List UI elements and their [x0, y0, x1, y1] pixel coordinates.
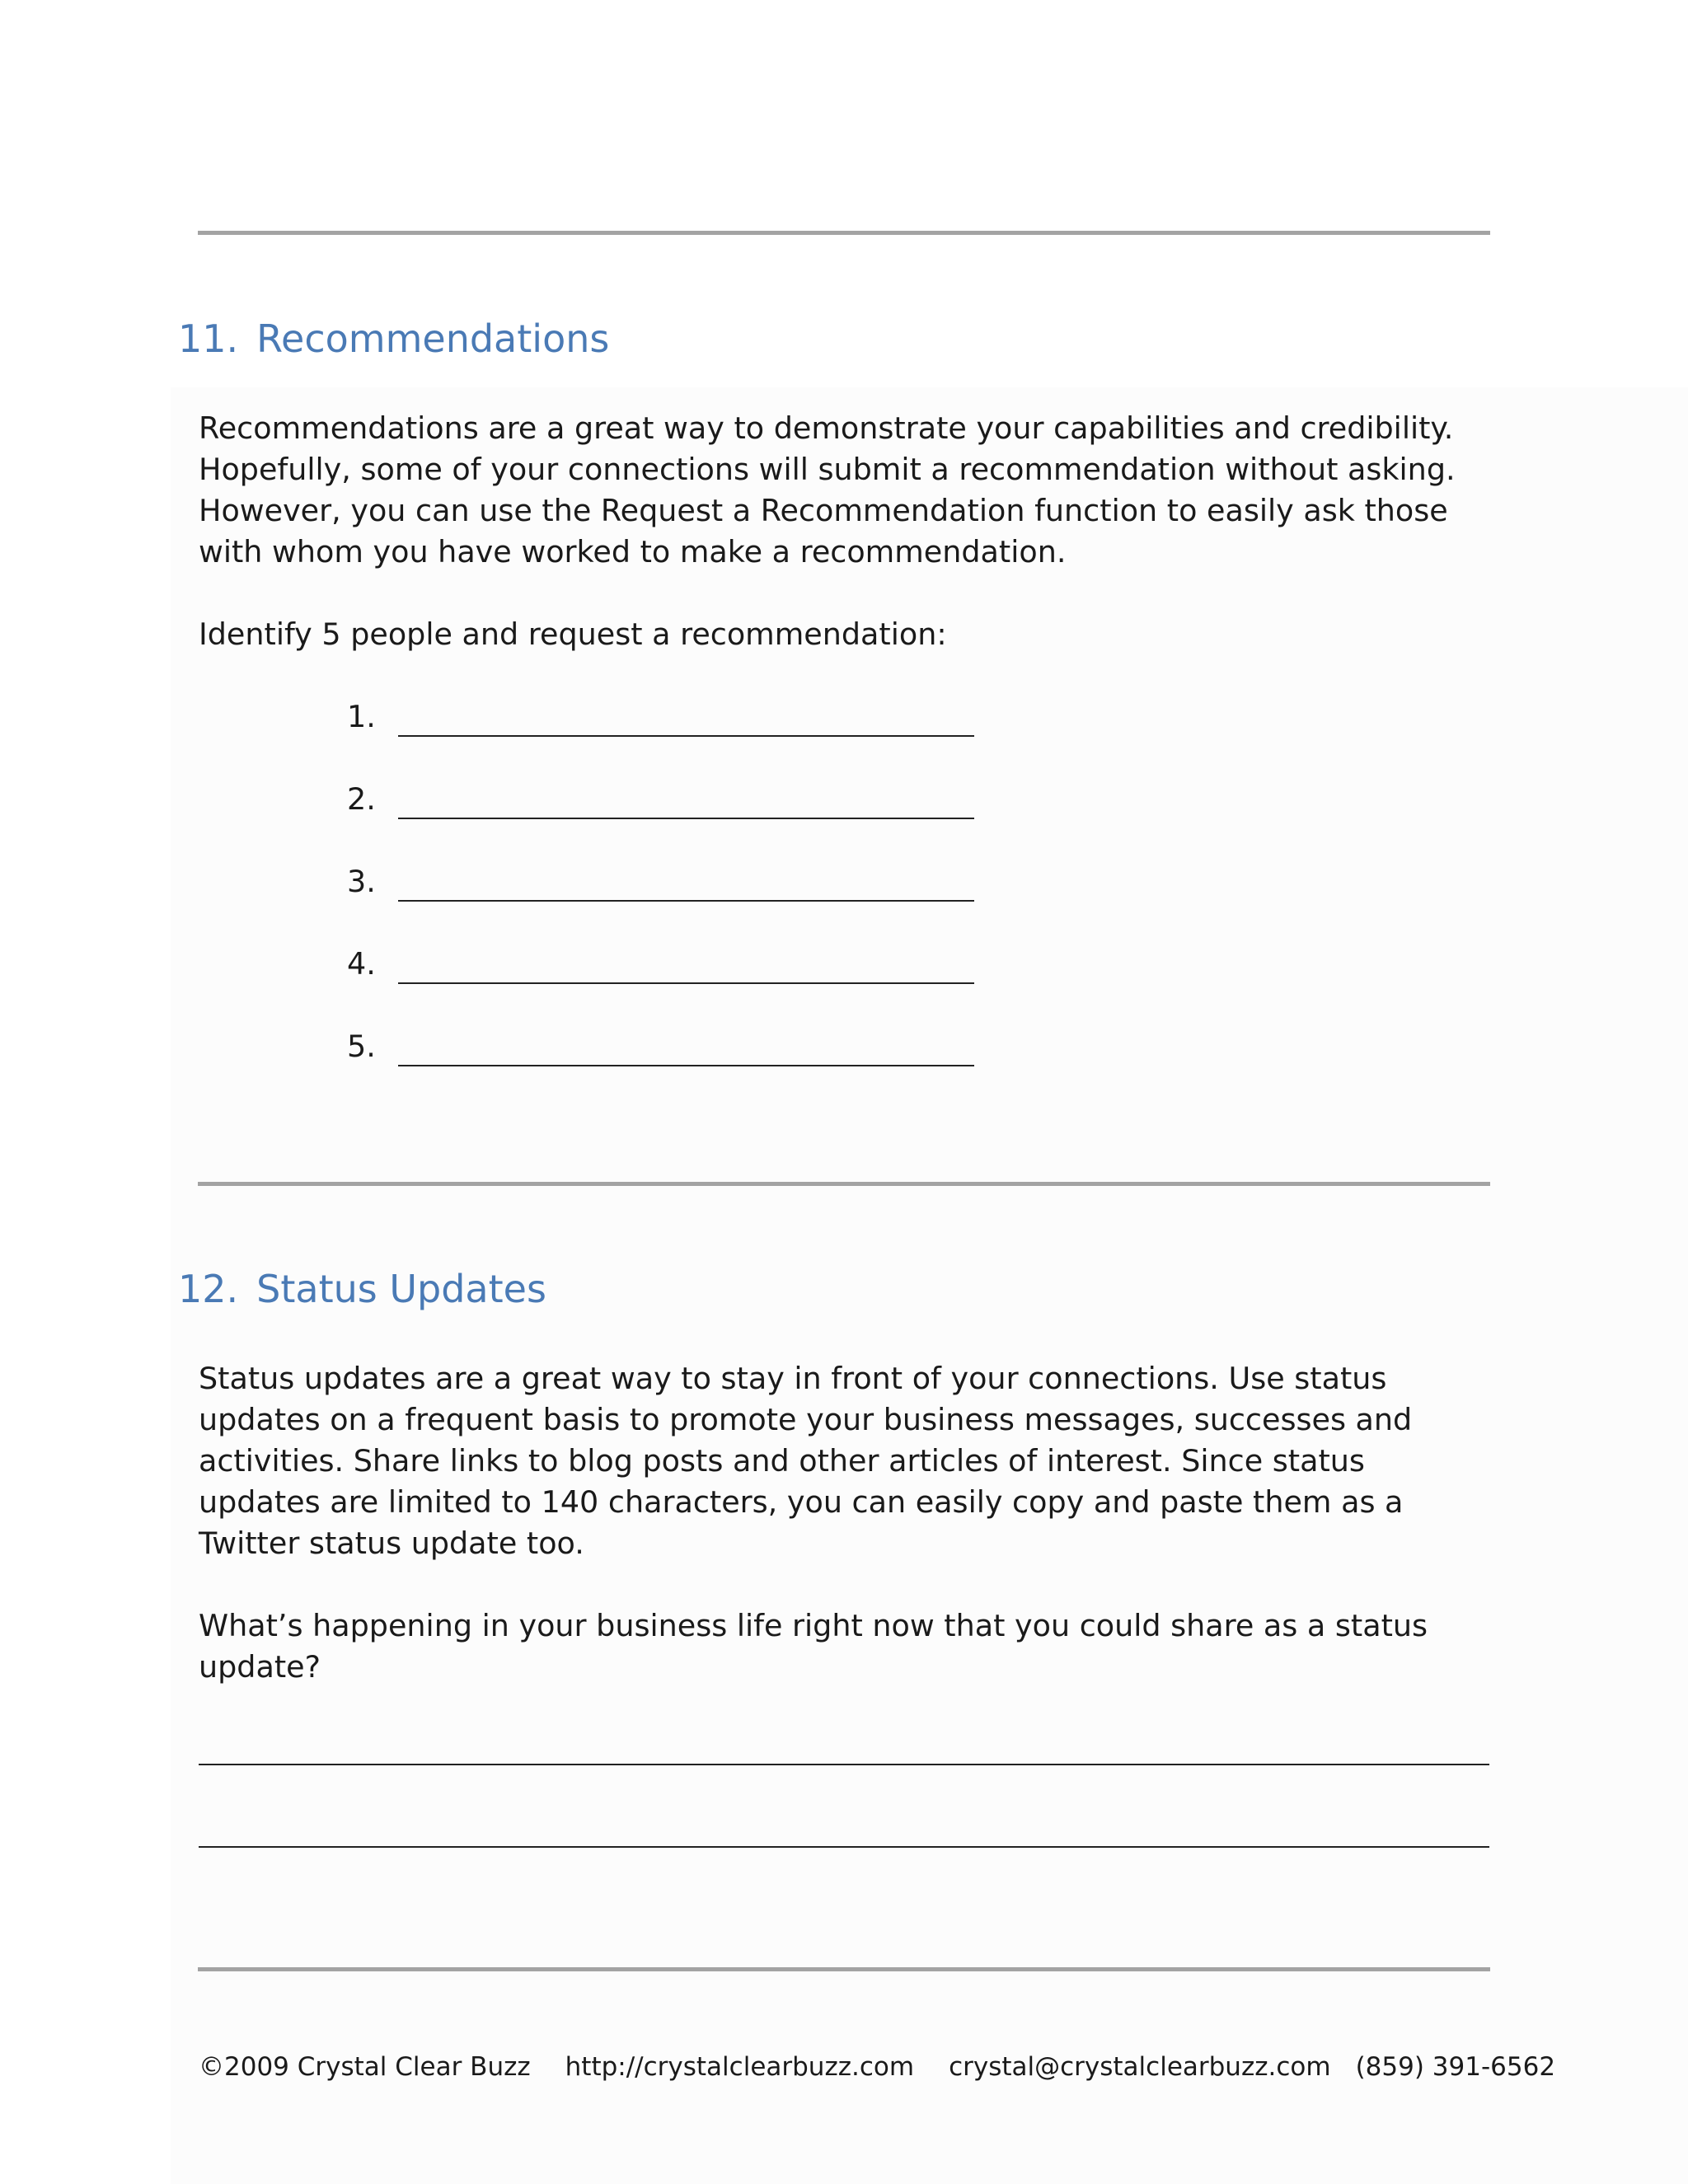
section-12-line-3: activities. Share links to blog posts and other articles of interest. Since status [199, 1443, 1365, 1479]
blank-line[interactable] [398, 982, 974, 984]
section-12-question-line-2: update? [199, 1649, 321, 1685]
blank-line[interactable] [398, 900, 974, 902]
recommendation-entry-2[interactable] [347, 779, 973, 828]
footer-phone: (859) 391-6562 [1355, 2052, 1556, 2082]
divider-top [198, 231, 1490, 235]
entry-number: 4. [347, 946, 376, 982]
section-11-prompt: Identify 5 people and request a recommendation: [199, 616, 947, 652]
section-11-line-2: Hopefully, some of your connections will submit a recommendation without asking. [199, 452, 1456, 487]
section-12-line-2: updates on a frequent basis to promote your business messages, successes and [199, 1402, 1413, 1437]
answer-line-2[interactable] [199, 1846, 1489, 1848]
entry-number: 1. [347, 699, 376, 734]
blank-line[interactable] [398, 1065, 974, 1066]
section-12-heading [178, 1266, 546, 1312]
recommendation-entry-1[interactable] [347, 696, 973, 746]
recommendation-entry-4[interactable] [347, 944, 973, 993]
section-12-title: Status Updates [256, 1267, 546, 1311]
section-11-line-3: However, you can use the Request a Recommendation function to easily ask those [199, 493, 1448, 528]
section-12-number: 12. [178, 1267, 239, 1311]
section-11-line-4: with whom you have worked to make a recommendation. [199, 534, 1067, 569]
divider-middle [198, 1182, 1490, 1186]
recommendation-entry-5[interactable] [347, 1026, 973, 1076]
section-12-line-5: Twitter status update too. [199, 1526, 584, 1561]
section-11-number: 11. [178, 316, 239, 361]
section-11-paragraph [199, 408, 1456, 573]
section-12-question [199, 1605, 1428, 1688]
section-11-title: Recommendations [256, 316, 610, 361]
entry-number: 5. [347, 1029, 376, 1064]
section-11-line-1: Recommendations are a great way to demonstrate your capabilities and credibility. [199, 410, 1454, 446]
section-12-question-line-1: What’s happening in your business life right now that you could share as a status [199, 1608, 1428, 1643]
section-11-heading [178, 316, 609, 362]
footer [199, 2049, 1590, 2085]
footer-copyright: ©2009 Crystal Clear Buzz [199, 2052, 531, 2082]
answer-line-1[interactable] [199, 1764, 1489, 1765]
section-12-line-1: Status updates are a great way to stay in front of your connections. Use status [199, 1361, 1387, 1396]
blank-line[interactable] [398, 735, 974, 737]
divider-bottom [198, 1967, 1490, 1971]
entry-number: 2. [347, 781, 376, 817]
footer-email-link[interactable]: crystal@crystalclearbuzz.com [949, 2052, 1331, 2082]
section-12-paragraph [199, 1358, 1412, 1564]
blank-line[interactable] [398, 818, 974, 819]
section-12-line-4: updates are limited to 140 characters, you can easily copy and paste them as a [199, 1484, 1404, 1520]
footer-website-link[interactable]: http://crystalclearbuzz.com [565, 2052, 915, 2082]
entry-number: 3. [347, 864, 376, 899]
recommendation-entry-3[interactable] [347, 861, 973, 911]
